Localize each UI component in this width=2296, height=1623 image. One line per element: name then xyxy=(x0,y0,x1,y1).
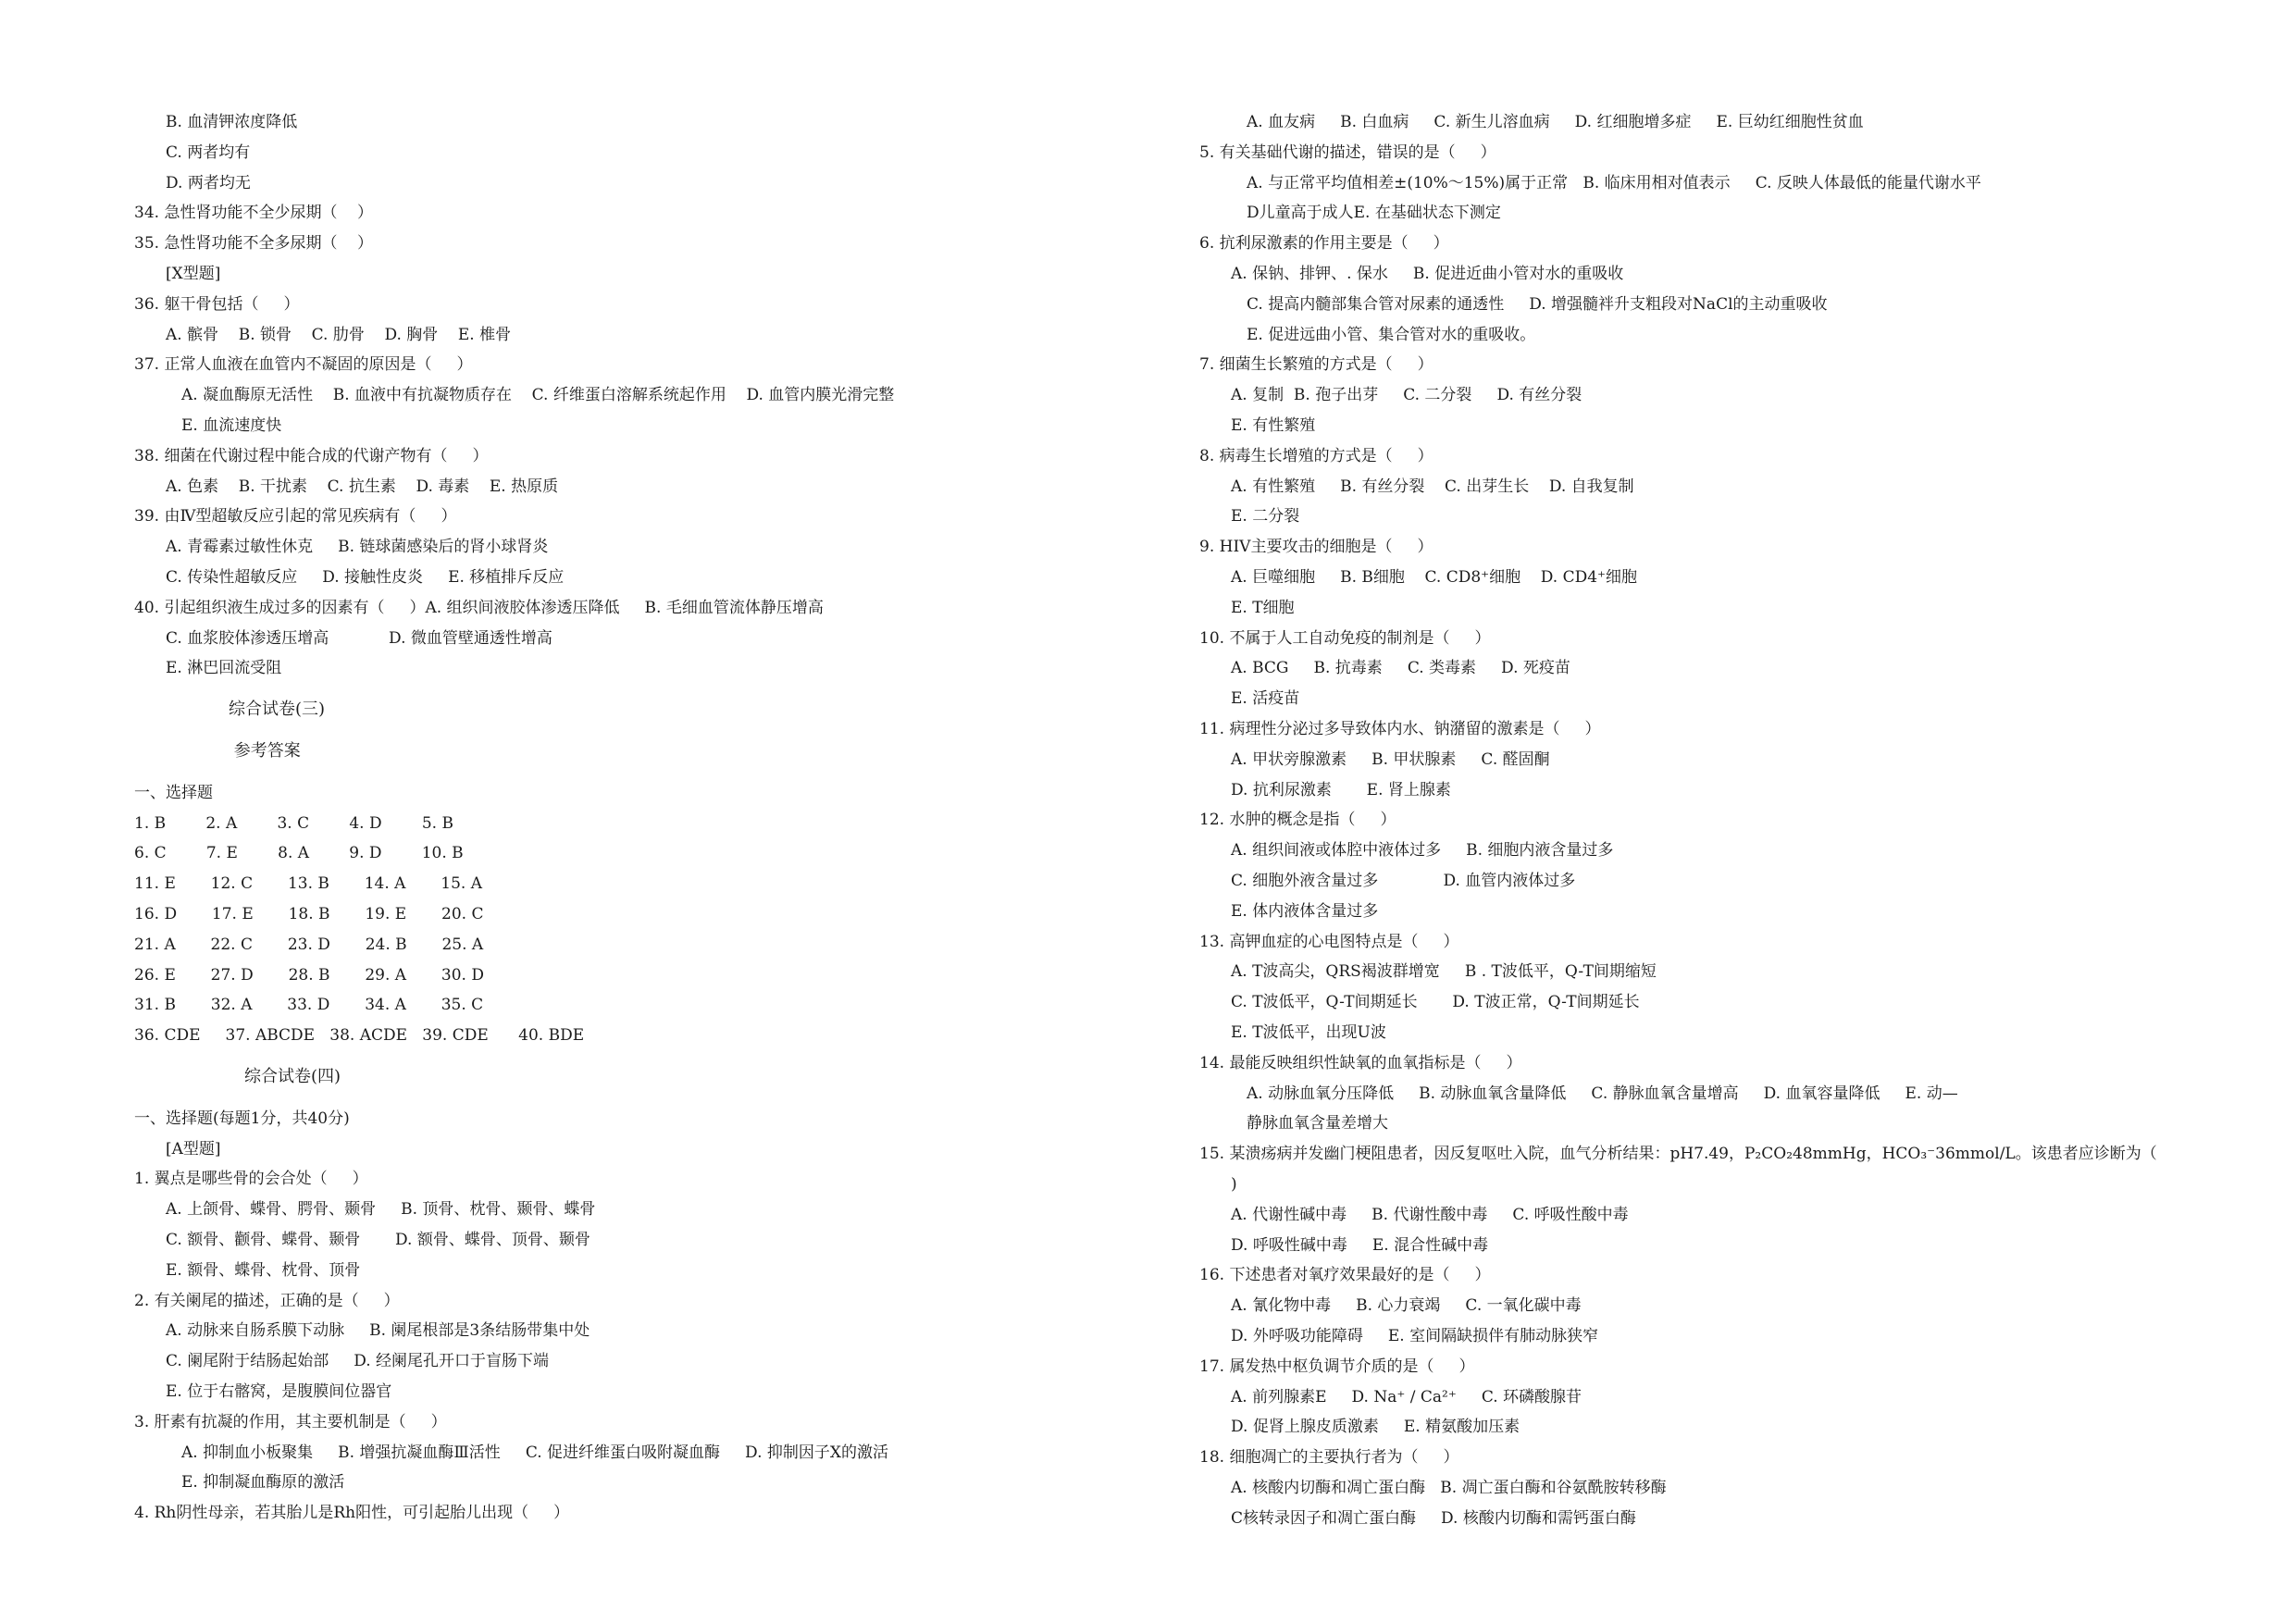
text-line: 一、选择题(每题1分，共40分) xyxy=(134,1109,350,1128)
text-line: A. 氰化物中毒 B. 心力衰竭 C. 一氧化碳中毒 xyxy=(1231,1296,1582,1316)
text-line: 36. CDE 37. ABCDE 38. ACDE 39. CDE 40. BDE xyxy=(134,1026,585,1046)
text-line: 9. HIV主要攻击的细胞是（ ） xyxy=(1199,538,1433,557)
text-line: D. 外呼吸功能障碍 E. 室间隔缺损伴有肺动脉狭窄 xyxy=(1231,1327,1599,1345)
text-line: A. 巨噬细胞 B. B细胞 C. CD8⁺细胞 D. CD4⁺细胞 xyxy=(1231,568,1638,587)
text-line: 16. 下述患者对氧疗效果最好的是（ ） xyxy=(1199,1266,1491,1285)
text-line: D. 呼吸性碱中毒 E. 混合性碱中毒 xyxy=(1231,1235,1489,1255)
text-line: A. 血友病 B. 白血病 C. 新生儿溶血病 D. 红细胞增多症 E. 巨幼红细胞性贫血 xyxy=(1247,113,1864,131)
text-line: D. 抗利尿激素 E. 肾上腺素 xyxy=(1231,780,1451,799)
text-line: 11. E 12. C 13. B 14. A 15. A xyxy=(134,874,482,894)
text-line: C. 阑尾附于结肠起始部 D. 经阑尾孔开口于盲肠下端 xyxy=(166,1352,550,1371)
text-line: ) xyxy=(1231,1175,1237,1194)
text-line: C核转录因子和凋亡蛋白酶 D. 核酸内切酶和需钙蛋白酶 xyxy=(1231,1508,1636,1528)
text-line: 26. E 27. D 28. B 29. A 30. D xyxy=(134,965,484,985)
text-line: A. 动脉来自肠系膜下动脉 B. 阑尾根部是3条结肠带集中处 xyxy=(166,1321,590,1341)
text-line: A. BCG B. 抗毒素 C. 类毒素 D. 死疫苗 xyxy=(1231,659,1570,678)
text-line: C. 两者均有 xyxy=(166,142,251,162)
text-line: C. 细胞外液含量过多 D. 血管内液体过多 xyxy=(1231,872,1576,890)
text-line: A. 动脉血氧分压降低 B. 动脉血氧含量降低 C. 静脉血氧含量增高 D. 血氧容量降低 E. 动— xyxy=(1247,1084,1958,1103)
text-line: E. T细胞 xyxy=(1231,598,1295,617)
section-heading: 综合试卷(三) xyxy=(229,700,326,720)
text-line: E. 有性繁殖 xyxy=(1231,416,1316,435)
text-line: 4. Rh阴性母亲，若其胎儿是Rh阳性，可引起胎儿出现（ ） xyxy=(134,1504,570,1523)
text-line: 18. 细胞凋亡的主要执行者为（ ） xyxy=(1199,1448,1459,1468)
text-line: E. 活疫苗 xyxy=(1231,689,1300,709)
text-line: 1. B 2. A 3. C 4. D 5. B xyxy=(134,813,453,833)
text-line: D. 两者均无 xyxy=(166,173,251,192)
text-line: A. 甲状旁腺激素 B. 甲状腺素 C. 醛固酮 xyxy=(1231,750,1550,769)
text-line: A. 核酸内切酶和凋亡蛋白酶 B. 凋亡蛋白酶和谷氨酰胺转移酶 xyxy=(1231,1479,1667,1497)
text-line: 13. 高钾血症的心电图特点是（ ） xyxy=(1199,932,1459,951)
text-line: A. 凝血酶原无活性 B. 血液中有抗凝物质存在 C. 纤维蛋白溶解系统起作用 D. 血管内膜光滑完整 xyxy=(181,386,895,405)
text-line: E. 位于右髂窝，是腹膜间位器官 xyxy=(166,1382,392,1401)
text-line: 12. 水肿的概念是指（ ） xyxy=(1199,811,1396,830)
section-heading: 参考答案 xyxy=(229,741,301,761)
text-line: E. 体内液体含量过多 xyxy=(1231,901,1379,921)
text-line: 6. 抗利尿激素的作用主要是（ ） xyxy=(1199,234,1449,254)
text-line: A. T波高尖，QRS褐波群增宽 B . T波低平，Q-T间期缩短 xyxy=(1231,962,1657,982)
text-line: 6. C 7. E 8. A 9. D 10. B xyxy=(134,844,464,863)
text-line: 1. 翼点是哪些骨的会合处（ ） xyxy=(134,1170,368,1189)
text-line: 17. 属发热中枢负调节介质的是（ ） xyxy=(1199,1357,1475,1376)
text-line: A. 有性繁殖 B. 有丝分裂 C. 出芽生长 D. 自我复制 xyxy=(1231,477,1634,496)
text-line: 静脉血氧含量差增大 xyxy=(1247,1114,1388,1134)
text-line: A. 前列腺素E D. Na⁺ / Ca²⁺ C. 环磷酸腺苷 xyxy=(1231,1387,1582,1406)
text-line: 15. 某溃疡病并发幽门梗阻患者，因反复呕吐入院，血气分析结果：pH7.49，P₂CO₂48mmHg，HCO₃⁻36mmol/L。该患者应诊断为（ xyxy=(1199,1145,2157,1164)
text-line: 38. 细菌在代谢过程中能合成的代谢产物有（ ） xyxy=(134,446,489,465)
text-line: 11. 病理性分泌过多导致体内水、钠潴留的激素是（ ） xyxy=(1199,720,1601,738)
text-line: 5. 有关基础代谢的描述，错误的是（ ） xyxy=(1199,142,1496,162)
text-line: E. 抑制凝血酶原的激活 xyxy=(181,1473,345,1493)
text-line: 31. B 32. A 33. D 34. A 35. C xyxy=(134,996,484,1015)
text-line: A. 保钠、排钾、. 保水 B. 促进近曲小管对水的重吸收 xyxy=(1231,265,1624,283)
text-line: C. 传染性超敏反应 D. 接触性皮炎 E. 移植排斥反应 xyxy=(166,568,565,587)
text-line: C. 额骨、颧骨、蝶骨、颞骨 D. 额骨、蝶骨、顶骨、颞骨 xyxy=(166,1231,590,1249)
text-line: 10. 不属于人工自动免疫的制剂是（ ） xyxy=(1199,628,1491,648)
text-line: 2. 有关阑尾的描述，正确的是（ ） xyxy=(134,1291,400,1310)
text-line: [X型题] xyxy=(166,265,221,283)
text-line: 16. D 17. E 18. B 19. E 20. C xyxy=(134,905,484,923)
text-line: A. 色素 B. 干扰素 C. 抗生素 D. 毒素 E. 热原质 xyxy=(166,477,559,496)
text-line: 37. 正常人血液在血管内不凝固的原因是（ ） xyxy=(134,355,473,375)
text-line: E. 促进远曲小管、集合管对水的重吸收。 xyxy=(1247,325,1536,344)
section-heading: 综合试卷(四) xyxy=(244,1067,341,1086)
text-line: C. 血浆胶体渗透压增高 D. 微血管壁通透性增高 xyxy=(166,628,552,648)
text-line: A. 与正常平均值相差±(10%～15%)属于正常 B. 临床用相对值表示 C. 反映人体最低的能量代谢水平 xyxy=(1247,173,1981,192)
text-line: 一、选择题 xyxy=(134,783,213,802)
text-line: D儿童高于成人E. 在基础状态下测定 xyxy=(1247,204,1501,223)
text-line: A. 上颌骨、蝶骨、腭骨、颞骨 B. 顶骨、枕骨、颞骨、蝶骨 xyxy=(166,1200,596,1220)
text-line: A. 组织间液或体腔中液体过多 B. 细胞内液含量过多 xyxy=(1231,841,1614,861)
text-line: E. 血流速度快 xyxy=(181,416,282,435)
text-line: 36. 躯干骨包括（ ） xyxy=(134,294,300,314)
text-line: 7. 细菌生长繁殖的方式是（ ） xyxy=(1199,355,1433,375)
text-line: 34. 急性肾功能不全少尿期（ ） xyxy=(134,204,374,223)
text-line: 14. 最能反映组织性缺氧的血氧指标是（ ） xyxy=(1199,1053,1522,1072)
text-line: D. 促肾上腺皮质激素 E. 精氨酸加压素 xyxy=(1231,1418,1520,1437)
text-line: 21. A 22. C 23. D 24. B 25. A xyxy=(134,935,484,954)
text-line: E. 额骨、蝶骨、枕骨、顶骨 xyxy=(166,1260,361,1280)
text-line: C. T波低平，Q-T间期延长 D. T波正常，Q-T间期延长 xyxy=(1231,993,1640,1012)
text-line: A. 青霉素过敏性休克 B. 链球菌感染后的肾小球肾炎 xyxy=(166,538,549,557)
text-line: C. 提高内髓部集合管对尿素的通透性 D. 增强髓袢升支粗段对NaCl的主动重吸收 xyxy=(1247,294,1828,314)
text-line: A. 抑制血小板聚集 B. 增强抗凝血酶Ⅲ活性 C. 促进纤维蛋白吸附凝血酶 D. 抑制因子X的激活 xyxy=(181,1443,888,1462)
text-line: E. 二分裂 xyxy=(1231,507,1300,527)
text-line: E. 淋巴回流受阻 xyxy=(166,659,282,678)
text-line: 35. 急性肾功能不全多尿期（ ） xyxy=(134,234,374,254)
text-line: 8. 病毒生长增殖的方式是（ ） xyxy=(1199,446,1433,465)
text-line: A. 复制 B. 孢子出芽 C. 二分裂 D. 有丝分裂 xyxy=(1231,386,1582,405)
text-line: [A型题] xyxy=(166,1139,221,1158)
text-line: 40. 引起组织液生成过多的因素有（ ）A. 组织间液胶体渗透压降低 B. 毛细血管流体静压增高 xyxy=(134,598,824,617)
text-line: A. 代谢性碱中毒 B. 代谢性酸中毒 C. 呼吸性酸中毒 xyxy=(1231,1205,1629,1224)
text-line: B. 血清钾浓度降低 xyxy=(166,113,298,131)
text-line: 3. 肝素有抗凝的作用，其主要机制是（ ） xyxy=(134,1412,447,1431)
text-line: 39. 由Ⅳ型超敏反应引起的常见疾病有（ ） xyxy=(134,507,457,527)
text-line: E. T波低平，出现U波 xyxy=(1231,1023,1386,1042)
text-line: A. 髌骨 B. 锁骨 C. 肋骨 D. 胸骨 E. 椎骨 xyxy=(166,325,512,344)
